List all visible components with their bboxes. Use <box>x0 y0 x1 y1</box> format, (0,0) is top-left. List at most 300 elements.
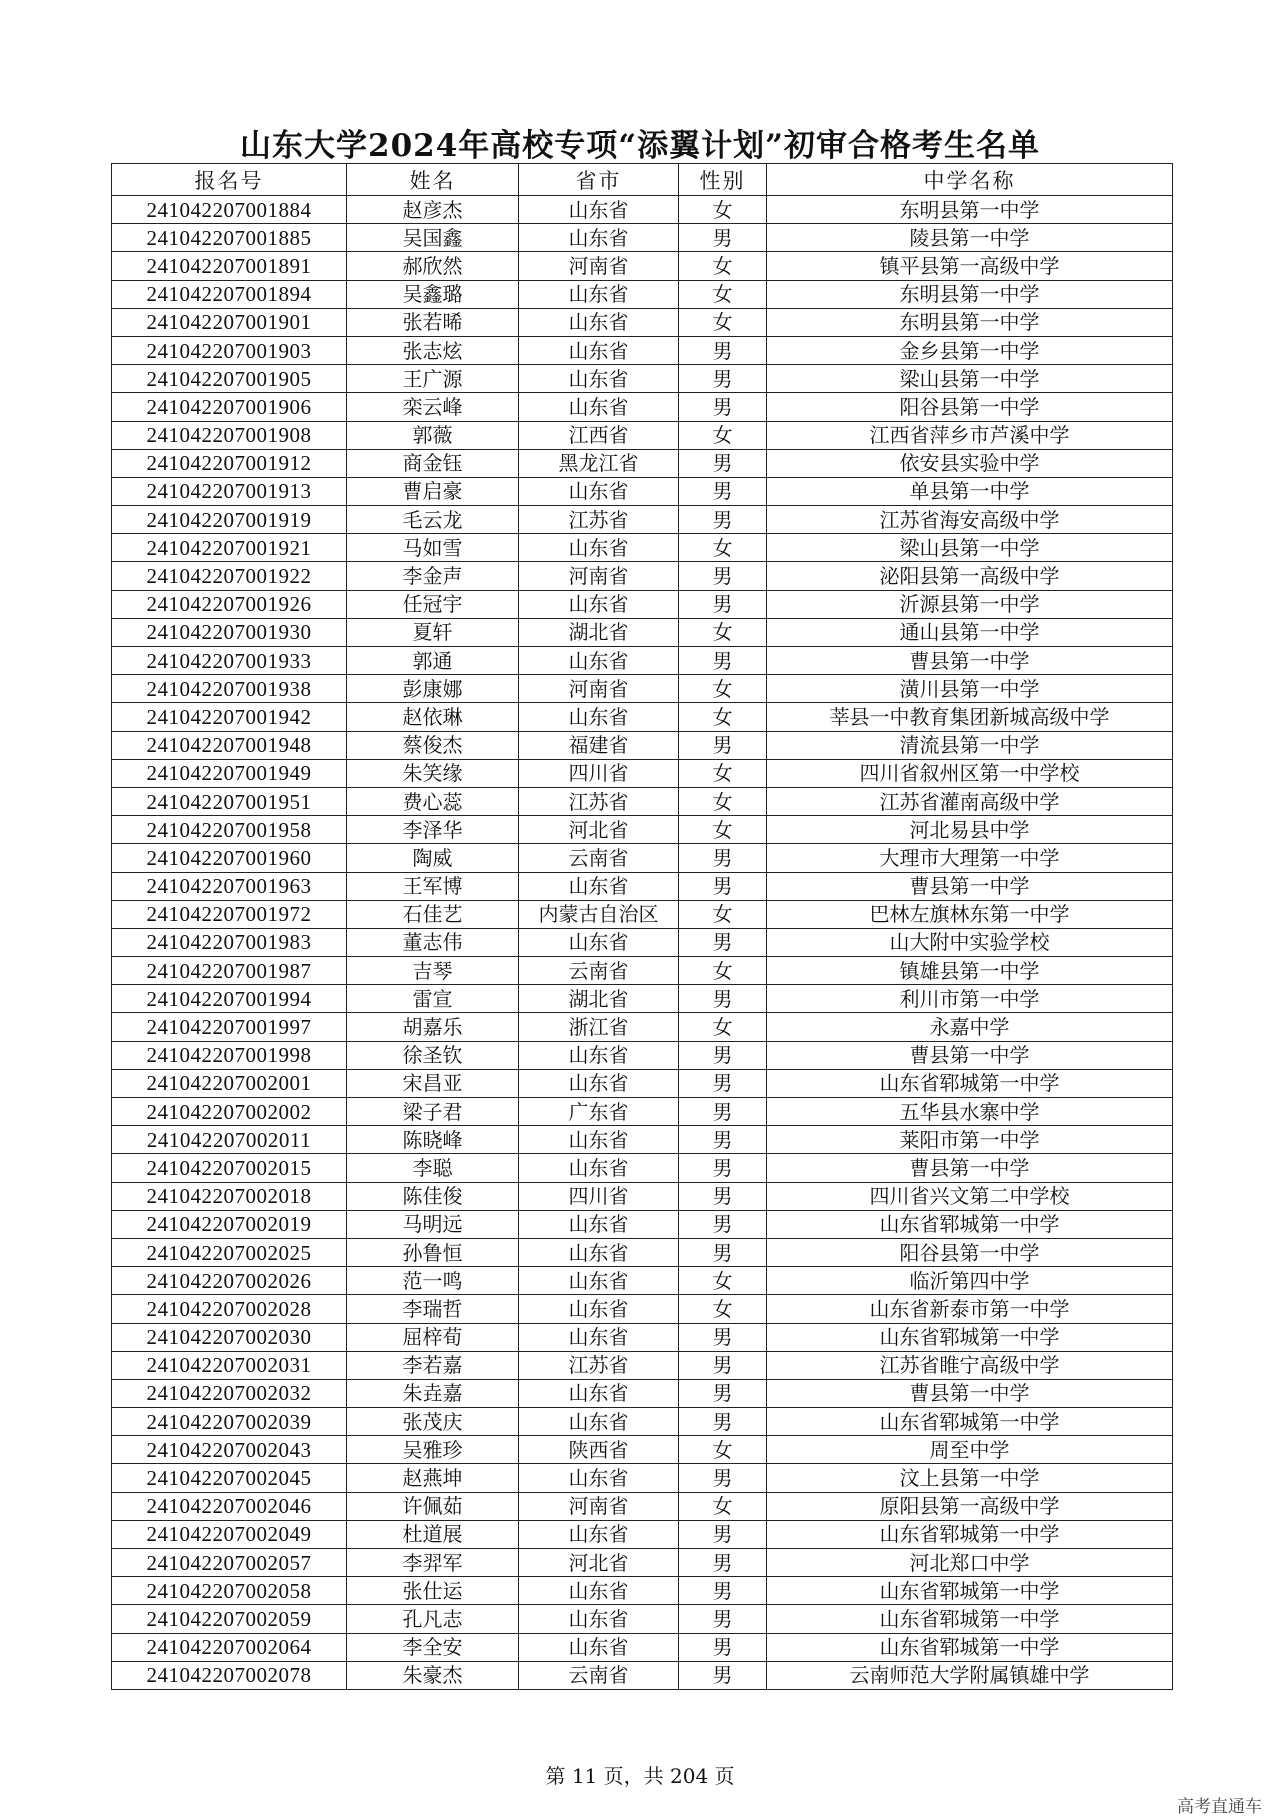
gender-cell: 男 <box>679 590 767 618</box>
registration-no-cell: 241042207001921 <box>112 534 347 562</box>
province-cell: 山东省 <box>519 336 679 364</box>
province-cell: 四川省 <box>519 759 679 787</box>
name-cell: 任冠宇 <box>347 590 519 618</box>
registration-no-cell: 241042207001919 <box>112 506 347 534</box>
gender-cell: 男 <box>679 1126 767 1154</box>
school-cell: 周至中学 <box>767 1436 1173 1464</box>
name-cell: 夏轩 <box>347 618 519 646</box>
registration-no-cell: 241042207002032 <box>112 1379 347 1407</box>
school-cell: 利川市第一中学 <box>767 985 1173 1013</box>
name-cell: 孔凡志 <box>347 1605 519 1633</box>
name-cell: 毛云龙 <box>347 506 519 534</box>
registration-no-cell: 241042207001972 <box>112 900 347 928</box>
gender-cell: 女 <box>679 1267 767 1295</box>
province-cell: 山东省 <box>519 872 679 900</box>
school-cell: 山东省郓城第一中学 <box>767 1069 1173 1097</box>
name-cell: 朱垚嘉 <box>347 1379 519 1407</box>
registration-no-cell: 241042207001949 <box>112 759 347 787</box>
school-cell: 曹县第一中学 <box>767 1379 1173 1407</box>
name-cell: 费心蕊 <box>347 787 519 815</box>
registration-no-cell: 241042207002039 <box>112 1408 347 1436</box>
province-cell: 云南省 <box>519 957 679 985</box>
gender-cell: 男 <box>679 365 767 393</box>
table-row <box>112 1267 1173 1295</box>
school-cell: 山东省郓城第一中学 <box>767 1323 1173 1351</box>
name-cell: 梁子君 <box>347 1098 519 1126</box>
school-cell: 山东省郓城第一中学 <box>767 1520 1173 1548</box>
province-cell: 云南省 <box>519 1661 679 1689</box>
school-cell: 江苏省灌南高级中学 <box>767 787 1173 815</box>
gender-cell: 男 <box>679 1098 767 1126</box>
school-cell: 沂源县第一中学 <box>767 590 1173 618</box>
school-cell: 阳谷县第一中学 <box>767 393 1173 421</box>
name-cell: 王军博 <box>347 872 519 900</box>
school-cell: 东明县第一中学 <box>767 280 1173 308</box>
name-cell: 郭通 <box>347 647 519 675</box>
registration-no-cell: 241042207001997 <box>112 1013 347 1041</box>
province-cell: 山东省 <box>519 196 679 224</box>
table-row <box>112 1408 1173 1436</box>
gender-cell: 男 <box>679 336 767 364</box>
watermark: 高考直通车 <box>1177 1797 1262 1817</box>
school-cell: 临沂第四中学 <box>767 1267 1173 1295</box>
column-header-registration-no: 报名号 <box>112 164 347 196</box>
registration-no-cell: 241042207001903 <box>112 336 347 364</box>
school-cell: 泌阳县第一高级中学 <box>767 562 1173 590</box>
province-cell: 山东省 <box>519 1154 679 1182</box>
gender-cell: 男 <box>679 1633 767 1661</box>
province-cell: 山东省 <box>519 703 679 731</box>
school-cell: 曹县第一中学 <box>767 872 1173 900</box>
name-cell: 吴国鑫 <box>347 224 519 252</box>
school-cell: 河北易县中学 <box>767 816 1173 844</box>
registration-no-cell: 241042207001912 <box>112 449 347 477</box>
table-header-row <box>112 164 1173 196</box>
table-row <box>112 1182 1173 1210</box>
province-cell: 江苏省 <box>519 1351 679 1379</box>
province-cell: 山东省 <box>519 647 679 675</box>
registration-no-cell: 241042207002078 <box>112 1661 347 1689</box>
name-cell: 曹启豪 <box>347 477 519 505</box>
school-cell: 山大附中实验学校 <box>767 928 1173 956</box>
gender-cell: 女 <box>679 675 767 703</box>
table-row <box>112 1323 1173 1351</box>
gender-cell: 女 <box>679 421 767 449</box>
province-cell: 河北省 <box>519 816 679 844</box>
registration-no-cell: 241042207001958 <box>112 816 347 844</box>
name-cell: 蔡俊杰 <box>347 731 519 759</box>
registration-no-cell: 241042207001884 <box>112 196 347 224</box>
province-cell: 江西省 <box>519 421 679 449</box>
school-cell: 永嘉中学 <box>767 1013 1173 1041</box>
table-row <box>112 562 1173 590</box>
table-row <box>112 534 1173 562</box>
name-cell: 徐圣钦 <box>347 1041 519 1069</box>
name-cell: 李瑞哲 <box>347 1295 519 1323</box>
registration-no-cell: 241042207001930 <box>112 618 347 646</box>
province-cell: 云南省 <box>519 844 679 872</box>
province-cell: 四川省 <box>519 1182 679 1210</box>
name-cell: 董志伟 <box>347 928 519 956</box>
registration-no-cell: 241042207001933 <box>112 647 347 675</box>
name-cell: 杜道展 <box>347 1520 519 1548</box>
province-cell: 湖北省 <box>519 985 679 1013</box>
registration-no-cell: 241042207001905 <box>112 365 347 393</box>
school-cell: 陵县第一中学 <box>767 224 1173 252</box>
province-cell: 陕西省 <box>519 1436 679 1464</box>
name-cell: 胡嘉乐 <box>347 1013 519 1041</box>
registration-no-cell: 241042207001906 <box>112 393 347 421</box>
table-row <box>112 308 1173 336</box>
gender-cell: 男 <box>679 731 767 759</box>
gender-cell: 女 <box>679 1436 767 1464</box>
table-row <box>112 393 1173 421</box>
registration-no-cell: 241042207002058 <box>112 1577 347 1605</box>
name-cell: 雷宣 <box>347 985 519 1013</box>
table-row <box>112 1379 1173 1407</box>
name-cell: 李泽华 <box>347 816 519 844</box>
school-cell: 四川省叙州区第一中学校 <box>767 759 1173 787</box>
province-cell: 山东省 <box>519 1323 679 1351</box>
table-row <box>112 618 1173 646</box>
gender-cell: 男 <box>679 1210 767 1238</box>
school-cell: 依安县实验中学 <box>767 449 1173 477</box>
table-row <box>112 647 1173 675</box>
province-cell: 浙江省 <box>519 1013 679 1041</box>
province-cell: 江苏省 <box>519 506 679 534</box>
registration-no-cell: 241042207002015 <box>112 1154 347 1182</box>
school-cell: 潢川县第一中学 <box>767 675 1173 703</box>
gender-cell: 男 <box>679 1041 767 1069</box>
gender-cell: 女 <box>679 787 767 815</box>
province-cell: 山东省 <box>519 1577 679 1605</box>
school-cell: 山东省郓城第一中学 <box>767 1633 1173 1661</box>
gender-cell: 男 <box>679 1182 767 1210</box>
registration-no-cell: 241042207001894 <box>112 280 347 308</box>
province-cell: 湖北省 <box>519 618 679 646</box>
gender-cell: 女 <box>679 759 767 787</box>
table-row <box>112 365 1173 393</box>
registration-no-cell: 241042207001963 <box>112 872 347 900</box>
gender-cell: 男 <box>679 1154 767 1182</box>
gender-cell: 女 <box>679 534 767 562</box>
registration-no-cell: 241042207002031 <box>112 1351 347 1379</box>
table-row <box>112 1549 1173 1577</box>
gender-cell: 女 <box>679 900 767 928</box>
table-body <box>112 196 1173 1690</box>
column-header-province: 省市 <box>519 164 679 196</box>
name-cell: 吴雅珍 <box>347 1436 519 1464</box>
name-cell: 张若晞 <box>347 308 519 336</box>
province-cell: 河北省 <box>519 1549 679 1577</box>
registration-no-cell: 241042207002002 <box>112 1098 347 1126</box>
column-header-gender: 性别 <box>679 164 767 196</box>
registration-no-cell: 241042207001983 <box>112 928 347 956</box>
gender-cell: 女 <box>679 308 767 336</box>
registration-no-cell: 241042207001926 <box>112 590 347 618</box>
province-cell: 江苏省 <box>519 787 679 815</box>
table-row <box>112 1351 1173 1379</box>
registration-no-cell: 241042207002043 <box>112 1436 347 1464</box>
school-cell: 清流县第一中学 <box>767 731 1173 759</box>
gender-cell: 男 <box>679 1069 767 1097</box>
school-cell: 山东省郓城第一中学 <box>767 1605 1173 1633</box>
school-cell: 阳谷县第一中学 <box>767 1238 1173 1266</box>
name-cell: 吉琴 <box>347 957 519 985</box>
gender-cell: 男 <box>679 1464 767 1492</box>
gender-cell: 女 <box>679 196 767 224</box>
table-row <box>112 1492 1173 1520</box>
table-row <box>112 675 1173 703</box>
province-cell: 广东省 <box>519 1098 679 1126</box>
table-row <box>112 590 1173 618</box>
gender-cell: 男 <box>679 1408 767 1436</box>
name-cell: 商金钰 <box>347 449 519 477</box>
province-cell: 山东省 <box>519 1041 679 1069</box>
name-cell: 郭薇 <box>347 421 519 449</box>
school-cell: 东明县第一中学 <box>767 196 1173 224</box>
registration-no-cell: 241042207001951 <box>112 787 347 815</box>
province-cell: 山东省 <box>519 534 679 562</box>
name-cell: 屈梓荀 <box>347 1323 519 1351</box>
column-header-name: 姓名 <box>347 164 519 196</box>
province-cell: 山东省 <box>519 590 679 618</box>
gender-cell: 女 <box>679 1013 767 1041</box>
name-cell: 陈佳俊 <box>347 1182 519 1210</box>
gender-cell: 男 <box>679 506 767 534</box>
document-title: 山东大学2024年高校专项“添翼计划”初审合格考生名单 <box>240 128 1040 164</box>
gender-cell: 女 <box>679 816 767 844</box>
gender-cell: 男 <box>679 1661 767 1689</box>
gender-cell: 女 <box>679 618 767 646</box>
table-row <box>112 1633 1173 1661</box>
province-cell: 山东省 <box>519 1520 679 1548</box>
table-row <box>112 1605 1173 1633</box>
name-cell: 栾云峰 <box>347 393 519 421</box>
table-row <box>112 1661 1173 1689</box>
province-cell: 山东省 <box>519 1210 679 1238</box>
province-cell: 山东省 <box>519 1295 679 1323</box>
name-cell: 彭康娜 <box>347 675 519 703</box>
province-cell: 山东省 <box>519 393 679 421</box>
gender-cell: 男 <box>679 872 767 900</box>
registration-no-cell: 241042207002030 <box>112 1323 347 1351</box>
gender-cell: 女 <box>679 703 767 731</box>
registration-no-cell: 241042207002018 <box>112 1182 347 1210</box>
gender-cell: 男 <box>679 224 767 252</box>
table-row <box>112 1069 1173 1097</box>
table-row <box>112 1154 1173 1182</box>
gender-cell: 男 <box>679 1549 767 1577</box>
province-cell: 福建省 <box>519 731 679 759</box>
name-cell: 宋昌亚 <box>347 1069 519 1097</box>
gender-cell: 女 <box>679 1295 767 1323</box>
school-cell: 梁山县第一中学 <box>767 534 1173 562</box>
school-cell: 莘县一中教育集团新城高级中学 <box>767 703 1173 731</box>
name-cell: 马明远 <box>347 1210 519 1238</box>
name-cell: 李聪 <box>347 1154 519 1182</box>
school-cell: 曹县第一中学 <box>767 647 1173 675</box>
registration-no-cell: 241042207001885 <box>112 224 347 252</box>
candidate-table <box>111 163 1173 1690</box>
registration-no-cell: 241042207001908 <box>112 421 347 449</box>
name-cell: 范一鸣 <box>347 1267 519 1295</box>
gender-cell: 男 <box>679 449 767 477</box>
registration-no-cell: 241042207001948 <box>112 731 347 759</box>
school-cell: 山东省郓城第一中学 <box>767 1577 1173 1605</box>
registration-no-cell: 241042207002019 <box>112 1210 347 1238</box>
table-row <box>112 816 1173 844</box>
name-cell: 石佳艺 <box>347 900 519 928</box>
table-row <box>112 421 1173 449</box>
province-cell: 黑龙江省 <box>519 449 679 477</box>
table-row <box>112 957 1173 985</box>
gender-cell: 女 <box>679 252 767 280</box>
table-row <box>112 280 1173 308</box>
page-number: 第 11 页，共 204 页 <box>545 1764 735 1788</box>
gender-cell: 男 <box>679 928 767 956</box>
province-cell: 山东省 <box>519 308 679 336</box>
school-cell: 大理市大理第一中学 <box>767 844 1173 872</box>
province-cell: 山东省 <box>519 224 679 252</box>
gender-cell: 男 <box>679 1379 767 1407</box>
name-cell: 张茂庆 <box>347 1408 519 1436</box>
school-cell: 单县第一中学 <box>767 477 1173 505</box>
registration-no-cell: 241042207001942 <box>112 703 347 731</box>
registration-no-cell: 241042207001891 <box>112 252 347 280</box>
school-cell: 汶上县第一中学 <box>767 1464 1173 1492</box>
gender-cell: 男 <box>679 1605 767 1633</box>
province-cell: 山东省 <box>519 365 679 393</box>
province-cell: 山东省 <box>519 1379 679 1407</box>
table-row <box>112 1464 1173 1492</box>
registration-no-cell: 241042207001998 <box>112 1041 347 1069</box>
registration-no-cell: 241042207002057 <box>112 1549 347 1577</box>
name-cell: 郝欣然 <box>347 252 519 280</box>
school-cell: 五华县水寨中学 <box>767 1098 1173 1126</box>
table-row <box>112 985 1173 1013</box>
registration-no-cell: 241042207002046 <box>112 1492 347 1520</box>
province-cell: 山东省 <box>519 1605 679 1633</box>
province-cell: 山东省 <box>519 1126 679 1154</box>
name-cell: 孙鲁恒 <box>347 1238 519 1266</box>
name-cell: 朱笑缘 <box>347 759 519 787</box>
table-row <box>112 872 1173 900</box>
province-cell: 山东省 <box>519 477 679 505</box>
registration-no-cell: 241042207002028 <box>112 1295 347 1323</box>
name-cell: 李若嘉 <box>347 1351 519 1379</box>
table-row <box>112 1210 1173 1238</box>
province-cell: 河南省 <box>519 675 679 703</box>
gender-cell: 男 <box>679 562 767 590</box>
school-cell: 曹县第一中学 <box>767 1154 1173 1182</box>
table-row <box>112 787 1173 815</box>
school-cell: 山东省郓城第一中学 <box>767 1408 1173 1436</box>
table-row <box>112 252 1173 280</box>
table-row <box>112 1436 1173 1464</box>
name-cell: 李全安 <box>347 1633 519 1661</box>
school-cell: 东明县第一中学 <box>767 308 1173 336</box>
gender-cell: 女 <box>679 1492 767 1520</box>
registration-no-cell: 241042207001960 <box>112 844 347 872</box>
table-row <box>112 224 1173 252</box>
registration-no-cell: 241042207001913 <box>112 477 347 505</box>
school-cell: 镇雄县第一中学 <box>767 957 1173 985</box>
gender-cell: 男 <box>679 844 767 872</box>
name-cell: 李金声 <box>347 562 519 590</box>
school-cell: 山东省新泰市第一中学 <box>767 1295 1173 1323</box>
school-cell: 曹县第一中学 <box>767 1041 1173 1069</box>
table-row <box>112 1098 1173 1126</box>
name-cell: 许佩茹 <box>347 1492 519 1520</box>
registration-no-cell: 241042207001987 <box>112 957 347 985</box>
school-cell: 巴林左旗林东第一中学 <box>767 900 1173 928</box>
table-row <box>112 1238 1173 1266</box>
registration-no-cell: 241042207002001 <box>112 1069 347 1097</box>
table-row <box>112 1520 1173 1548</box>
table-row <box>112 1126 1173 1154</box>
school-cell: 云南师范大学附属镇雄中学 <box>767 1661 1173 1689</box>
registration-no-cell: 241042207002026 <box>112 1267 347 1295</box>
registration-no-cell: 241042207001938 <box>112 675 347 703</box>
table-row <box>112 196 1173 224</box>
gender-cell: 男 <box>679 1351 767 1379</box>
table-row <box>112 506 1173 534</box>
name-cell: 王广源 <box>347 365 519 393</box>
province-cell: 山东省 <box>519 1408 679 1436</box>
name-cell: 赵彦杰 <box>347 196 519 224</box>
name-cell: 赵依琳 <box>347 703 519 731</box>
name-cell: 吴鑫璐 <box>347 280 519 308</box>
gender-cell: 男 <box>679 1323 767 1351</box>
school-cell: 山东省郓城第一中学 <box>767 1210 1173 1238</box>
gender-cell: 男 <box>679 477 767 505</box>
gender-cell: 男 <box>679 393 767 421</box>
name-cell: 陶威 <box>347 844 519 872</box>
province-cell: 山东省 <box>519 1633 679 1661</box>
registration-no-cell: 241042207002064 <box>112 1633 347 1661</box>
province-cell: 河南省 <box>519 562 679 590</box>
table-row <box>112 703 1173 731</box>
school-cell: 原阳县第一高级中学 <box>767 1492 1173 1520</box>
school-cell: 梁山县第一中学 <box>767 365 1173 393</box>
registration-no-cell: 241042207001994 <box>112 985 347 1013</box>
province-cell: 山东省 <box>519 1267 679 1295</box>
gender-cell: 女 <box>679 957 767 985</box>
gender-cell: 男 <box>679 1577 767 1605</box>
name-cell: 张仕运 <box>347 1577 519 1605</box>
school-cell: 金乡县第一中学 <box>767 336 1173 364</box>
name-cell: 李羿军 <box>347 1549 519 1577</box>
name-cell: 马如雪 <box>347 534 519 562</box>
name-cell: 陈晓峰 <box>347 1126 519 1154</box>
school-cell: 四川省兴文第二中学校 <box>767 1182 1173 1210</box>
province-cell: 河南省 <box>519 252 679 280</box>
province-cell: 山东省 <box>519 1069 679 1097</box>
name-cell: 朱豪杰 <box>347 1661 519 1689</box>
province-cell: 山东省 <box>519 1464 679 1492</box>
gender-cell: 男 <box>679 647 767 675</box>
table-row <box>112 1577 1173 1605</box>
school-cell: 莱阳市第一中学 <box>767 1126 1173 1154</box>
province-cell: 山东省 <box>519 928 679 956</box>
table-row <box>112 477 1173 505</box>
registration-no-cell: 241042207001901 <box>112 308 347 336</box>
school-cell: 通山县第一中学 <box>767 618 1173 646</box>
table-row <box>112 1041 1173 1069</box>
school-cell: 江苏省睢宁高级中学 <box>767 1351 1173 1379</box>
province-cell: 山东省 <box>519 280 679 308</box>
